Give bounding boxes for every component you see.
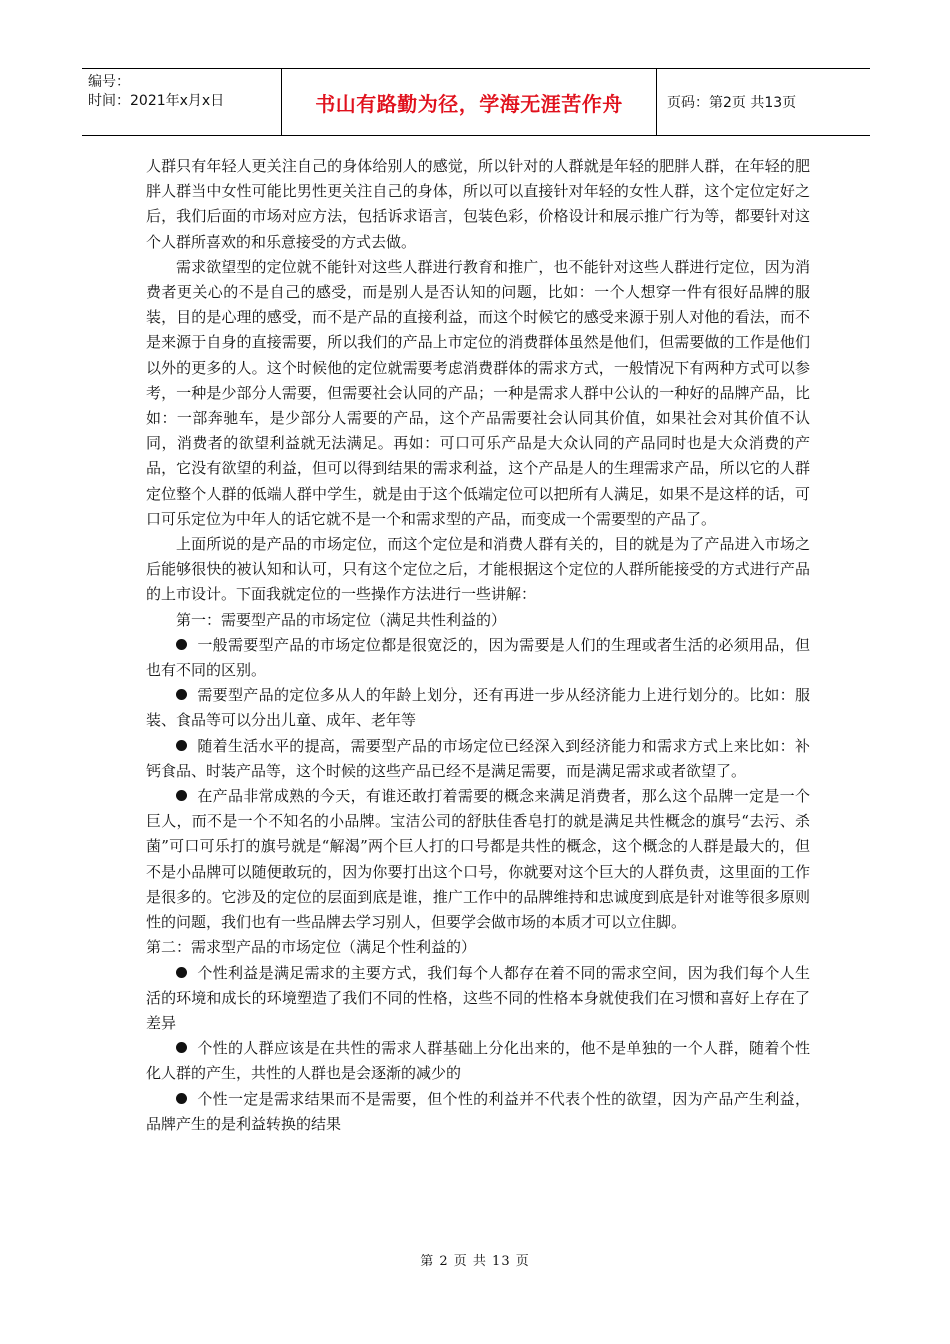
body-paragraph: 上面所说的是产品的市场定位，而这个定位是和消费人群有关的，目的就是为了产品进入市场之后能够很快的被认知和认可，只有这个定位之后，才能根据这个定位的人群所能接受的方式进行产品的上市设计。下面我就定位的一些操作方法进行一些讲解： xyxy=(146,535,810,604)
bullet-item xyxy=(146,633,810,683)
bullet-icon xyxy=(176,790,187,801)
bullet-icon xyxy=(176,639,187,650)
bullet-text: 随着生活水平的提高，需要型产品的市场定位已经深入到经济能力和需求方式上来比如：补钙食品、时装产品等，这个时候的这些产品已经不是满足需要，而是满足需求或者欲望了。 xyxy=(146,736,810,780)
header-meta xyxy=(82,69,282,135)
bullet-text: 个性一定是需求结果而不是需要，但个性的利益并不代表个性的欲望，因为产品产生利益，品牌产生的是利益转换的结果 xyxy=(146,1089,810,1133)
bullet-text: 一般需要型产品的市场定位都是很宽泛的，因为需要是人们的生理或者生活的必须用品，但也有不同的区别。 xyxy=(146,635,810,680)
bullet-text: 需要型产品的定位多从人的年龄上划分，还有再进一步从经济能力上进行划分的。比如：服装、食品等可以分出儿童、成年、老年等 xyxy=(146,686,810,730)
bullet-text: 个性利益是满足需求的主要方式，我们每个人都存在着不同的需求空间，因为我们每个人生活的环境和成长的环境塑造了我们不同的性格，这些不同的性格本身就使我们在习惯和喜好上存在了差异 xyxy=(146,963,810,1032)
bullet-icon xyxy=(176,1042,187,1053)
document-number-label: 编号： xyxy=(88,74,130,90)
body-paragraph: 人群只有年轻人更关注自己的身体给别人的感觉，所以针对的人群就是年轻的肥胖人群，在年轻的肥胖人群当中女性可能比男性更关注自己的身体，所以可以直接针对年轻的女性人群，这个定位定好之后，我们后面的市场对应方法，包括诉求语言，包装色彩，价格设计和展示推广行为等，都要针对这个人群所喜欢的和乐意接受的方式去做。 xyxy=(146,157,810,251)
bullet-icon xyxy=(176,689,187,700)
bullet-icon xyxy=(176,740,187,751)
header-motto: 书山有路勤为径，学海无涯苦作舟 xyxy=(282,69,657,135)
document-date: 时间：2021年x月x日 xyxy=(88,93,225,109)
bullet-item xyxy=(146,1087,810,1137)
bullet-item xyxy=(146,1036,810,1086)
header-page-number: 页码：第2页 共13页 xyxy=(667,95,797,111)
body-paragraph: 需求欲望型的定位就不能针对这些人群进行教育和推广，也不能针对这些人群进行定位，因为消费者更关心的不是自己的感受，而是别人是否认知的问题，比如：一个人想穿一件有很好品牌的服装，目的是心理的感受，而不是产品的直接利益，而这个时候它的感受来源于别人对他的看法，而不是来源于自身的直接需要，所以我们的产品上市定位的消费群体虽然是他们，但需要做的工作是他们以外的更多的人。这个时候他的定位就需要考虑消费群体的需求方式，一般情况下有两种方式可以参考，一种是少部分人需要，但需要社会认同的产品；一种是需求人群中公认的一种好的品牌产品，比如：一部奔驰车，是少部分人需要的产品，这个产品需要社会认同其价值，如果社会对其价值不认同，消费者的欲望利益就无法满足。再如：可口可乐产品是大众认同的产品同时也是大众消费的产品，它没有欲望的利益，但可以得到结果的需求利益，这个产品是人的生理需求产品，所以它的人群定位整个人群的低端人群中学生，就是由于这个低端定位可以把所有人满足，如果不是这样的话，可口可乐定位为中年人的话它就不是一个和需求型的产品，而变成一个需要型的产品了。 xyxy=(146,257,810,528)
bullet-item xyxy=(146,961,810,1037)
section-heading-2: 第二：需求型产品的市场定位（满足个性利益的） xyxy=(146,938,477,957)
bullet-text: 个性的人群应该是在共性的需求人群基础上分化出来的，他不是单独的一个人群，随着个性化人群的产生，共性的人群也是会逐渐的减少的 xyxy=(146,1039,810,1083)
bullet-item xyxy=(146,734,810,784)
bullet-item xyxy=(146,784,810,935)
bullet-icon xyxy=(176,1093,187,1104)
bullet-item xyxy=(146,683,810,733)
page-header xyxy=(82,68,870,136)
bullet-icon xyxy=(176,967,187,978)
page-footer: 第 2 页 共 13 页 xyxy=(420,1254,530,1269)
section-heading-1: 第一：需要型产品的市场定位（满足共性利益的） xyxy=(176,610,507,629)
document-body xyxy=(146,154,810,1137)
bullet-text: 在产品非常成熟的今天，有谁还敢打着需要的概念来满足消费者，那么这个品牌一定是一个巨人，而不是一个不知名的小品牌。宝洁公司的舒肤佳香皂打的就是满足共性概念的旗号“去污、杀菌”可口可乐打的旗号就是“解渴”两个巨人打的口号都是共性的概念，这个概念的人群是最大的，但不是小品牌可以随便敢玩的，因为你要打出这个口号，你就要对这个巨大的人群负责，这里面的工作是很多的。它涉及的定位的层面到底是谁，推广工作中的品牌维持和忠诚度到底是针对谁等很多原则性的问题，我们也有一些品牌去学习别人，但要学会做市场的本质才可以立住脚。 xyxy=(146,787,810,932)
